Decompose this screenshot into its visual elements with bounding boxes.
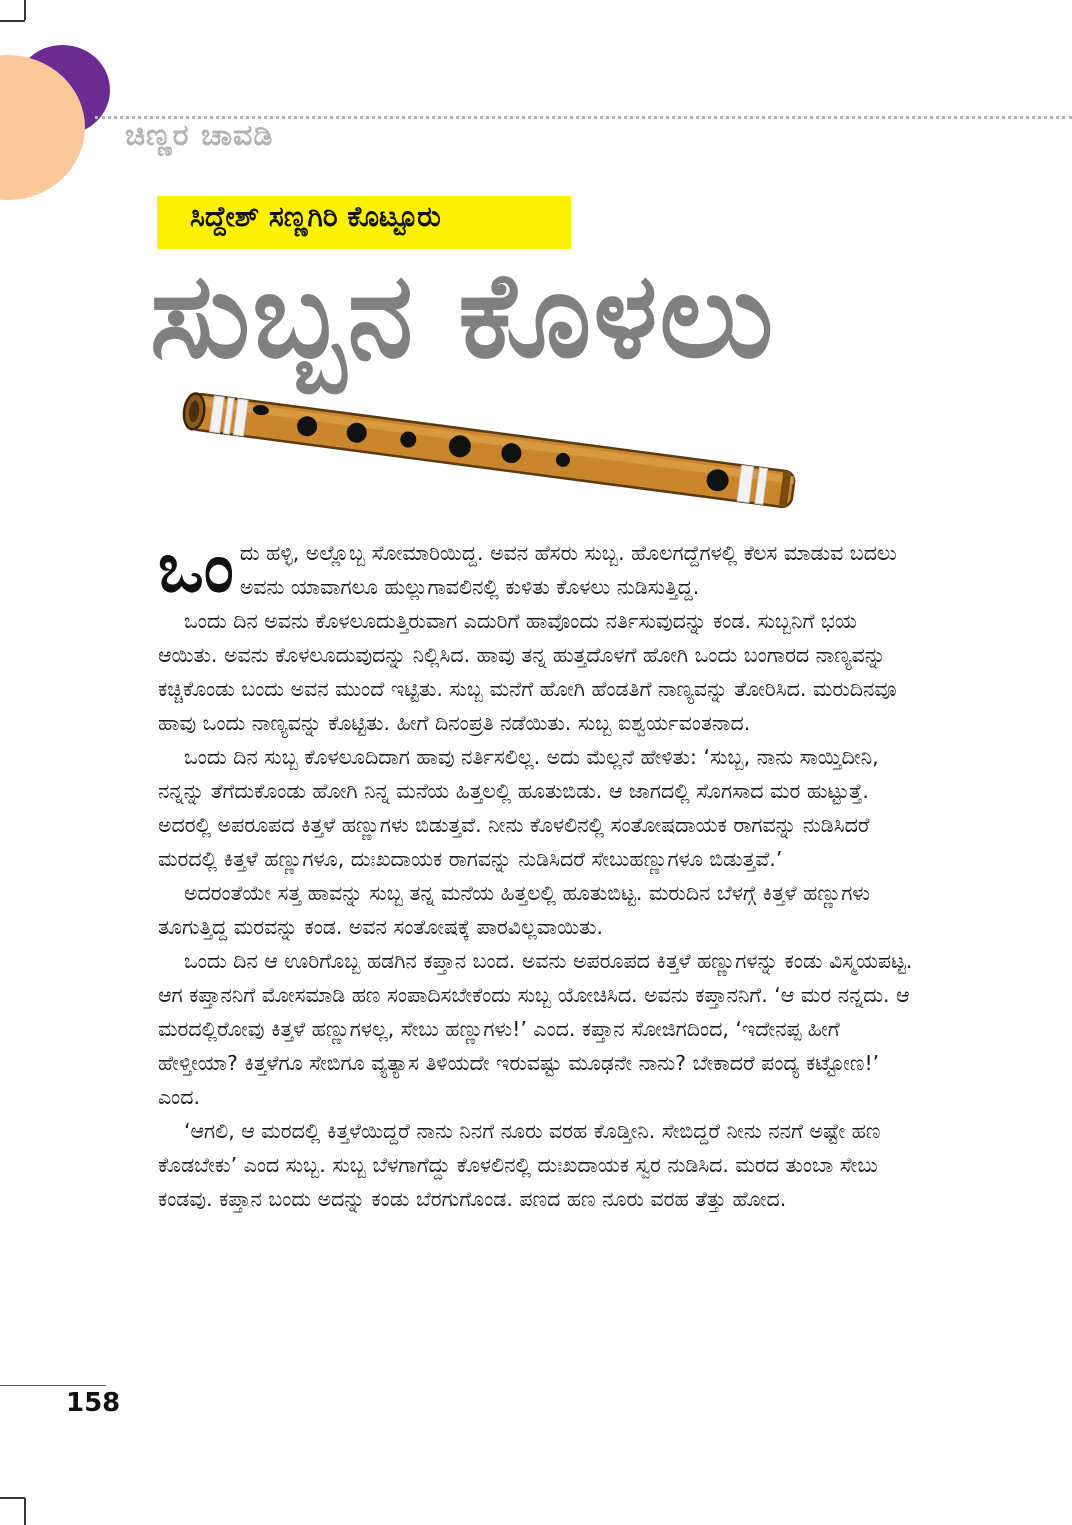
article-body (158, 529, 918, 1216)
crop-mark-bottom-h (0, 1497, 25, 1499)
crop-mark-top-h (0, 20, 25, 22)
drop-cap: ಒಂ (158, 529, 234, 608)
article-paragraph-4: ಅದರಂತೆಯೇ ಸತ್ತ ಹಾವನ್ನು ಸುಬ್ಬ ತನ್ನ ಮನೆಯ ಹಿತ್ತಲಲ್ಲಿ ಹೂತುಬಿಟ್ಟ. ಮರುದಿನ ಬೆಳಗ್ಗೆ ಕಿತ್ತಳೆ ಹಣ್ಣುಗಳು ತೂಗುತ್ತಿದ್ದ ಮರವನ್ನು ಕಂಡ. ಅವನ ಸಂತೋಷಕ್ಕೆ ಪಾರವಿಲ್ಲವಾಯಿತು. (158, 881, 871, 939)
article-paragraph-2: ಒಂದು ದಿನ ಅವನು ಕೊಳಲೂದುತ್ತಿರುವಾಗ ಎದುರಿಗೆ ಹಾವೊಂದು ನರ್ತಿಸುವುದನ್ನು ಕಂಡ. ಸುಬ್ಬನಿಗೆ ಭಯ ಆಯಿತು. ಅವನು ಕೊಳಲೂದುವುದನ್ನು ನಿಲ್ಲಿಸಿದ. ಹಾವು ತನ್ನ ಹುತ್ತದೊಳಗೆ ಹೋಗಿ ಒಂದು ಬಂಗಾರದ ನಾಣ್ಯವನ್ನು ಕಚ್ಚಿಕೊಂಡು ಬಂದು ಅವನ ಮುಂದೆ ಇಟ್ಟಿತು. ಸುಬ್ಬ ಮನೆಗೆ ಹೋಗಿ ಹೆಂಡತಿಗೆ ನಾಣ್ಯವನ್ನು ತೋರಿಸಿದ. ಮರುದಿನವೂ ಹಾವು ಒಂದು ನಾಣ್ಯವನ್ನು ಕೊಟ್ಟಿತು. ಹೀಗೆ ದಿನಂಪ್ರತಿ ನಡೆಯಿತು. ಸುಬ್ಬ ಐಶ್ವರ್ಯವಂತನಾದ. (158, 609, 897, 735)
page-number-rule (0, 1385, 106, 1386)
article-paragraph-5: ಒಂದು ದಿನ ಆ ಊರಿಗೊಬ್ಬ ಹಡಗಿನ ಕಪ್ತಾನ ಬಂದ. ಅವನು ಅಪರೂಪದ ಕಿತ್ತಳೆ ಹಣ್ಣುಗಳನ್ನು ಕಂಡು ವಿಸ್ಮಯಪಟ್ಟ. ಆಗ ಕಪ್ತಾನನಿಗೆ ಮೋಸಮಾಡಿ ಹಣ ಸಂಪಾದಿಸಬೇಕೆಂದು ಸುಬ್ಬ ಯೋಚಿಸಿದ. ಅವನು ಕಪ್ತಾನನಿಗೆ. ‘ಆ ಮರ ನನ್ನದು. ಆ ಮರದಲ್ಲಿರೋವು ಕಿತ್ತಳೆ ಹಣ್ಣುಗಳಲ್ಲ, ಸೇಬು ಹಣ್ಣುಗಳು!’ ಎಂದ. ಕಪ್ತಾನ ಸೋಜಿಗದಿಂದ, ‘ಇದೇನಪ್ಪ ಹೀಗೆ ಹೇಳ್ತೀಯಾ? ಕಿತ್ತಳೆಗೂ ಸೇಬಿಗೂ ವ್ಯತ್ಯಾಸ ತಿಳಿಯದೇ ಇರುವಷ್ಟು ಮೂಢನೇ ನಾನು? ಬೇಕಾದರೆ ಪಂದ್ಯ ಕಟ್ಟೋಣ!’ ಎಂದ. (158, 949, 913, 1109)
paragraph-text: ದು ಹಳ್ಳಿ, ಅಲ್ಲೊಬ್ಬ ಸೋಮಾರಿಯಿದ್ದ. ಅವನ ಹೆಸರು ಸುಬ್ಬ. ಹೊಲಗದ್ದೆಗಳಲ್ಲಿ ಕೆಲಸ ಮಾಡುವ ಬದಲು ಅವನು ಯಾವಾಗಲೂ ಹುಲ್ಲುಗಾವಲಿನಲ್ಲಿ ಕುಳಿತು ಕೊಳಲು ನುಡಿಸುತ್ತಿದ್ದ. (239, 541, 897, 599)
author-name: ಸಿದ್ದೇಶ್ ಸಣ್ಣಗಿರಿ ಕೊಟ್ಟೂರು (190, 200, 441, 233)
flute-illustration (175, 385, 815, 525)
article-paragraph-6: ‘ಆಗಲಿ, ಆ ಮರದಲ್ಲಿ ಕಿತ್ತಳೆಯಿದ್ದರೆ ನಾನು ನಿನಗೆ ನೂರು ವರಹ ಕೊಡ್ತೀನಿ. ಸೇಬಿದ್ದರೆ ನೀನು ನನಗೆ ಅಷ್ಟೇ ಹಣ ಕೊಡಬೇಕು’ ಎಂದ ಸುಬ್ಬ. ಸುಬ್ಬ ಬೆಳಗಾಗೆದ್ದು ಕೊಳಲಿನಲ್ಲಿ ದುಃಖದಾಯಕ ಸ್ವರ ನುಡಿಸಿದ. ಮರದ ತುಂಬಾ ಸೇಬು ಕಂಡವು. ಕಪ್ತಾನ ಬಂದು ಅದನ್ನು ಕಂಡು ಬೆರಗುಗೊಂಡ. ಪಣದ ಹಣ ನೂರು ವರಹ ತೆತ್ತು ಹೋದ. (158, 1119, 881, 1211)
page-number: 158 (66, 1388, 121, 1418)
article-paragraph-3: ಒಂದು ದಿನ ಸುಬ್ಬ ಕೊಳಲೂದಿದಾಗ ಹಾವು ನರ್ತಿಸಲಿಲ್ಲ. ಅದು ಮೆಲ್ಲನೆ ಹೇಳಿತು: ‘ಸುಬ್ಬ, ನಾನು ಸಾಯ್ತಿದೀನಿ, ನನ್ನನ್ನು ತೆಗೆದುಕೊಂಡು ಹೋಗಿ ನಿನ್ನ ಮನೆಯ ಹಿತ್ತಲಲ್ಲಿ ಹೂತುಬಿಡು. ಆ ಜಾಗದಲ್ಲಿ ಸೊಗಸಾದ ಮರ ಹುಟ್ಟುತ್ತೆ. ಅದರಲ್ಲಿ ಅಪರೂಪದ ಕಿತ್ತಳೆ ಹಣ್ಣುಗಳು ಬಿಡುತ್ತವೆ. ನೀನು ಕೊಳಲಿನಲ್ಲಿ ಸಂತೋಷದಾಯಕ ರಾಗವನ್ನು ನುಡಿಸಿದರೆ ಮರದಲ್ಲಿ ಕಿತ್ತಳೆ ಹಣ್ಣುಗಳೂ, ದುಃಖದಾಯಕ ರಾಗವನ್ನು ನುಡಿಸಿದರೆ ಸೇಬುಹಣ್ಣುಗಳೂ ಬಿಡುತ್ತವೆ.’ (158, 745, 879, 871)
article-paragraph-1 (158, 529, 918, 608)
section-label: ಚಿಣ್ಣರ ಚಾವಡಿ (125, 118, 274, 153)
crop-mark-top (24, 0, 26, 20)
crop-mark-bottom (24, 1498, 26, 1525)
story-title: ಸುಬ್ಬನ ಕೊಳಲು (150, 246, 776, 384)
